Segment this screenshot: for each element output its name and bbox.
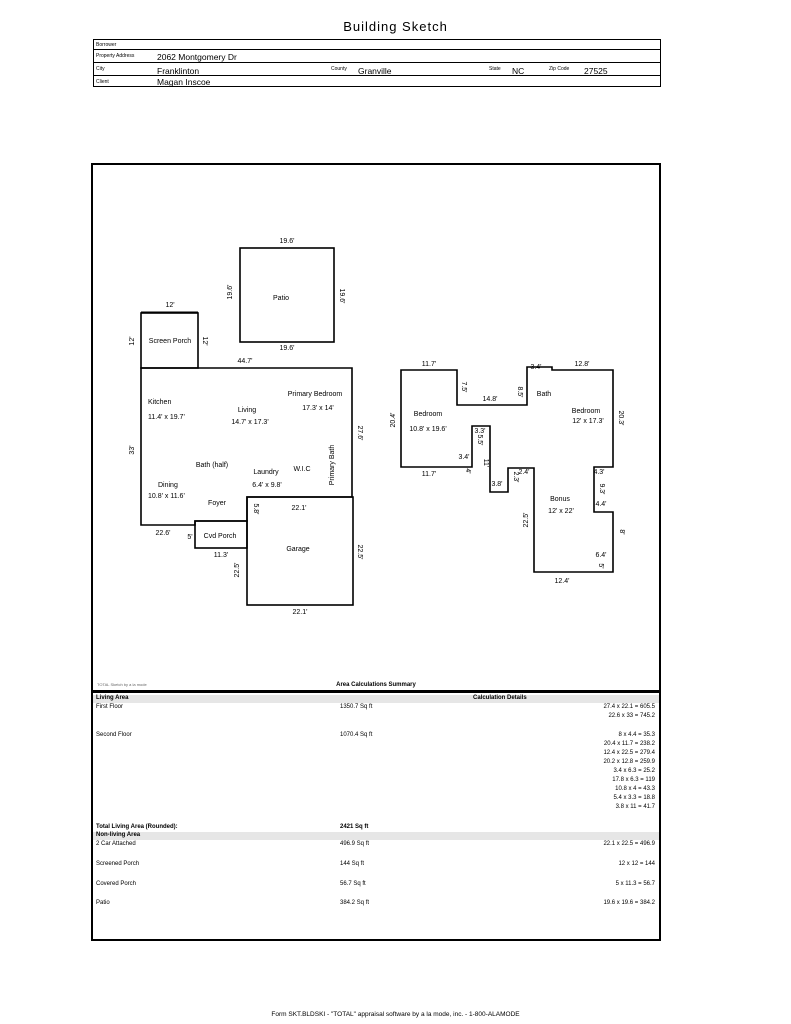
second-floor-calc-1: 8 x 4.4 = 35.3 xyxy=(618,732,655,738)
address-value: 2062 Montgomery Dr xyxy=(157,52,237,62)
dim-main-top: 44.7' xyxy=(237,358,253,365)
page-title: Building Sketch xyxy=(343,19,448,34)
screened-porch-value: 144 Sq ft xyxy=(340,861,365,867)
screened-porch-calc: 12 x 12 = 144 xyxy=(618,861,655,867)
dim-u-in6: 3.8' xyxy=(491,481,503,488)
bath2-label: Bath xyxy=(536,391,552,398)
dim-u-in8: 2.4' xyxy=(518,469,530,476)
dim-u-step3: 3.4' xyxy=(530,364,542,371)
state-label: State xyxy=(489,66,501,72)
dim-porch-left: 12' xyxy=(129,336,136,346)
dim-patio-left: 19.6' xyxy=(227,284,234,300)
dim-u-bottom-left: 11.7' xyxy=(421,471,437,478)
calc-details-label: Calculation Details xyxy=(473,695,527,701)
dim-porch-step: 5' xyxy=(187,534,193,541)
patio-area-label: Patio xyxy=(96,900,110,906)
dim-u-left: 20.4' xyxy=(390,412,397,428)
dim-garage-top: 22.1' xyxy=(291,505,307,512)
dim-u-bonus-left: 22.5' xyxy=(523,512,530,528)
dim-patio-bottom: 19.6' xyxy=(279,345,295,352)
laundry-label: Laundry xyxy=(253,469,279,476)
bedroom1-label: Bedroom xyxy=(413,411,443,418)
sketch-caption: TOTAL Sketch by a la mode xyxy=(97,682,147,687)
summary-rule xyxy=(93,690,659,693)
bonus-dim: 12' x 22' xyxy=(548,508,574,515)
dim-u-in5: 4' xyxy=(464,468,471,474)
dim-patio-top: 19.6' xyxy=(279,238,295,245)
dim-u-r3: 4.4' xyxy=(595,501,607,508)
state-value: NC xyxy=(512,66,525,76)
bedroom2-dim: 12' x 17.3' xyxy=(572,418,604,425)
borrower-label: Borrower xyxy=(96,42,117,48)
dim-u-in7: 2.3' xyxy=(512,471,519,483)
covered-porch-calc: 5 x 11.3 = 56.7 xyxy=(615,881,655,887)
dim-u-r6: 5' xyxy=(597,563,604,569)
living-area-label: Living Area xyxy=(96,695,129,701)
dim-porch-right: 12' xyxy=(201,336,208,346)
nonliving-label: Non-living Area xyxy=(96,832,141,838)
first-floor-calc-2: 22.6 x 33 = 745.2 xyxy=(608,713,655,719)
wic-label: W.I.C xyxy=(293,466,311,473)
garage-area-label: 2 Car Attached xyxy=(96,841,136,847)
primary-bedroom-label: Primary Bedroom xyxy=(287,391,343,398)
dim-u-r1: 4.3' xyxy=(593,469,605,476)
covered-porch-value: 56.7 Sq ft xyxy=(340,881,366,887)
dim-garage-right: 22.5' xyxy=(356,544,363,560)
kitchen-label: Kitchen xyxy=(148,399,172,406)
total-living-label: Total Living Area (Rounded): xyxy=(96,824,178,830)
city-value: Franklinton xyxy=(157,66,200,76)
second-floor-calc-7: 10.8 x 4 = 43.3 xyxy=(615,786,655,792)
second-floor-calc-3: 12.4 x 22.5 = 279.4 xyxy=(603,750,655,756)
dim-garage-bottom: 22.1' xyxy=(292,609,308,616)
dim-main-bottom-left: 22.6' xyxy=(155,530,171,537)
dim-cvd-bottom: 11.3' xyxy=(213,552,229,559)
dim-u-r2: 9.3' xyxy=(598,483,605,495)
client-value: Magan Inscoe xyxy=(157,77,211,87)
dim-u-in4: 11' xyxy=(482,458,489,468)
dim-u-top-left: 11.7' xyxy=(421,361,437,368)
form-footer: Form SKT.BLDSKI - "TOTAL" appraisal software by a la mode, inc. - 1-800-ALAMODE xyxy=(271,1011,520,1018)
dim-u-in3: 3.4' xyxy=(458,454,470,461)
zip-value: 27525 xyxy=(584,66,608,76)
dim-u-step2: 8.5' xyxy=(516,386,523,398)
bath-half-label: Bath (half) xyxy=(195,462,229,469)
address-label: Property Address xyxy=(96,53,135,59)
bedroom2-label: Bedroom xyxy=(571,408,601,415)
dim-main-right: 27.6' xyxy=(356,425,363,441)
patio-label: Patio xyxy=(273,295,289,302)
second-floor-outline xyxy=(401,367,613,572)
foyer-label: Foyer xyxy=(208,500,226,507)
garage-area-calc: 22.1 x 22.5 = 496.9 xyxy=(603,841,655,847)
dim-u-bottom: 12.4' xyxy=(554,578,570,585)
covered-porch-label: Covered Porch xyxy=(96,881,137,887)
bonus-label: Bonus xyxy=(550,496,570,503)
dim-patio-right: 19.6' xyxy=(338,288,345,304)
dim-garage-notch: 5.8' xyxy=(252,503,259,515)
dim-u-mid: 14.8' xyxy=(482,396,498,403)
dim-u-r5: 6.4' xyxy=(595,552,607,559)
second-floor-calc-4: 20.2 x 12.8 = 259.9 xyxy=(603,759,655,765)
bedroom1-dim: 10.8' x 19.6' xyxy=(409,426,447,433)
dim-u-step1: 7.5' xyxy=(460,381,467,393)
second-floor-calc-9: 3.8 x 11 = 41.7 xyxy=(615,804,655,810)
second-floor-calc-5: 3.4 x 6.3 = 25.2 xyxy=(613,768,655,774)
total-living-value: 2421 Sq ft xyxy=(340,824,369,830)
kitchen-dim: 11.4' x 19.7' xyxy=(148,414,185,421)
dim-u-r4: 8' xyxy=(618,529,625,535)
dim-main-left: 33' xyxy=(129,445,136,455)
dining-dim: 10.8' x 11.6' xyxy=(148,493,185,500)
second-floor-calc-8: 5.4 x 3.3 = 18.8 xyxy=(613,795,655,801)
summary-title: Area Calculations Summary xyxy=(336,682,416,688)
primary-bath-label: Primary Bath xyxy=(329,444,336,486)
dim-u-in2: 5.5' xyxy=(476,434,483,446)
county-value: Granville xyxy=(358,66,392,76)
living-area-band xyxy=(93,695,659,703)
living-label: Living xyxy=(237,407,257,414)
dim-u-right: 20.3' xyxy=(617,410,624,426)
laundry-dim: 6.4' x 9.8' xyxy=(252,482,282,489)
garage-area-value: 496.9 Sq ft xyxy=(340,841,370,847)
dim-garage-left: 22.5' xyxy=(234,562,241,578)
garage-label: Garage xyxy=(286,546,310,553)
dim-porch-top: 12' xyxy=(165,302,175,309)
first-floor-label: First Floor xyxy=(96,704,123,710)
second-floor-calc-6: 17.8 x 6.3 = 119 xyxy=(612,777,655,783)
county-label: County xyxy=(331,66,347,72)
screen-porch-label: Screen Porch xyxy=(148,338,192,345)
city-label: City xyxy=(96,66,105,72)
second-floor-value: 1070.4 Sq ft xyxy=(340,732,373,738)
second-floor-calc-2: 20.4 x 11.7 = 238.2 xyxy=(603,741,655,747)
patio-area-value: 384.2 Sq ft xyxy=(340,900,370,906)
dim-u-in1: 3.3' xyxy=(474,428,486,435)
second-floor-label: Second Floor xyxy=(96,732,132,738)
screened-porch-label: Screened Porch xyxy=(96,861,140,867)
primary-bedroom-dim: 17.3' x 14' xyxy=(302,405,334,412)
cvd-porch-label: Cvd Porch xyxy=(203,533,237,540)
first-floor-calc-1: 27.4 x 22.1 = 605.5 xyxy=(603,704,655,710)
zip-label: Zip Code xyxy=(549,66,570,72)
living-dim: 14.7' x 17.3' xyxy=(231,419,269,426)
client-label: Client xyxy=(96,79,109,85)
first-floor-value: 1350.7 Sq ft xyxy=(340,704,373,710)
dim-u-top-right: 12.8' xyxy=(574,361,590,368)
dining-label: Dining xyxy=(158,482,178,489)
patio-area-calc: 19.6 x 19.6 = 384.2 xyxy=(603,900,655,906)
nonliving-band xyxy=(93,832,659,840)
